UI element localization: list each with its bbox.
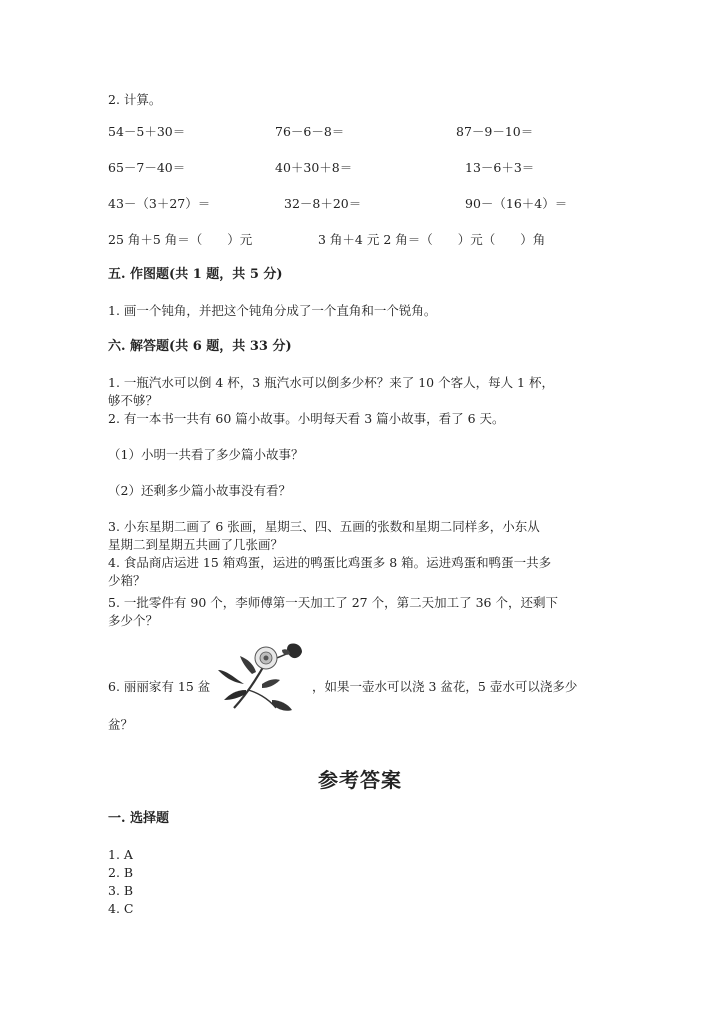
answers-section1-heading: 一. 选择题 (108, 811, 170, 826)
question-2-part-1: （1）小明一共看了多少篇小故事？ (108, 447, 304, 462)
section5-heading: 五. 作图题(共 1 题，共 5 分) (108, 267, 283, 282)
calc-heading: 2. 计算。 (108, 92, 162, 107)
answer-item: 4. C (108, 901, 134, 916)
question-4-line1: 4. 食品商店运进 15 箱鸡蛋，运进的鸭蛋比鸡蛋多 8 箱。运进鸡蛋和鸭蛋一共多 (108, 555, 552, 570)
question-6-before-image: 6. 丽丽家有 15 盆 (108, 679, 211, 694)
question-1-line2: 够不够？ (108, 393, 159, 408)
question-2-part-2: （2）还剩多少篇小故事没有看？ (108, 483, 291, 498)
calc-item: 90－（16＋4）＝ (465, 196, 568, 211)
answers-title: 参考答案 (318, 768, 402, 792)
question-2: 2. 有一本书一共有 60 篇小故事。小明每天看 3 篇小故事，看了 6 天。 (108, 411, 505, 426)
calc-item: 76－6－8＝ (275, 124, 345, 139)
section5-question-1: 1. 画一个钝角，并把这个钝角分成了一个直角和一个锐角。 (108, 303, 437, 318)
question-4-line2: 少箱？ (108, 573, 146, 588)
flower-image (216, 640, 308, 716)
calc-item: 32－8＋20＝ (284, 196, 362, 211)
answer-item: 3. B (108, 883, 134, 898)
question-3-line1: 3. 小东星期二画了 6 张画，星期三、四、五画的张数和星期二同样多，小东从 (108, 519, 540, 534)
calc-item: 40＋30＋8＝ (275, 160, 353, 175)
question-5-line1: 5. 一批零件有 90 个，李师傅第一天加工了 27 个，第二天加工了 36 个，还剩下 (108, 595, 558, 610)
question-1-line1: 1. 一瓶汽水可以倒 4 杯，3 瓶汽水可以倒多少杯？来了 10 个客人，每人 1 杯， (108, 375, 554, 390)
calc-item: 25 角＋5 角＝（ ）元 (108, 232, 253, 247)
question-6-line2: 盆？ (108, 717, 134, 732)
question-5-line2: 多少个？ (108, 613, 159, 628)
calc-item: 87－9－10＝ (456, 124, 534, 139)
calc-item: 13－6＋3＝ (465, 160, 535, 175)
calc-item: 65－7－40＝ (108, 160, 186, 175)
answer-item: 1. A (108, 847, 133, 862)
calc-item: 54－5＋30＝ (108, 124, 186, 139)
section6-heading: 六. 解答题(共 6 题，共 33 分) (108, 339, 292, 354)
calc-item: 43－（3＋27）＝ (108, 196, 211, 211)
answer-item: 2. B (108, 865, 134, 880)
question-6-after-image: ，如果一壶水可以浇 3 盆花，5 壶水可以浇多少 (312, 679, 578, 694)
calc-item: 3 角＋4 元 2 角＝（ ）元（ ）角 (318, 232, 546, 247)
question-3-line2: 星期二到星期五共画了几张画？ (108, 537, 284, 552)
